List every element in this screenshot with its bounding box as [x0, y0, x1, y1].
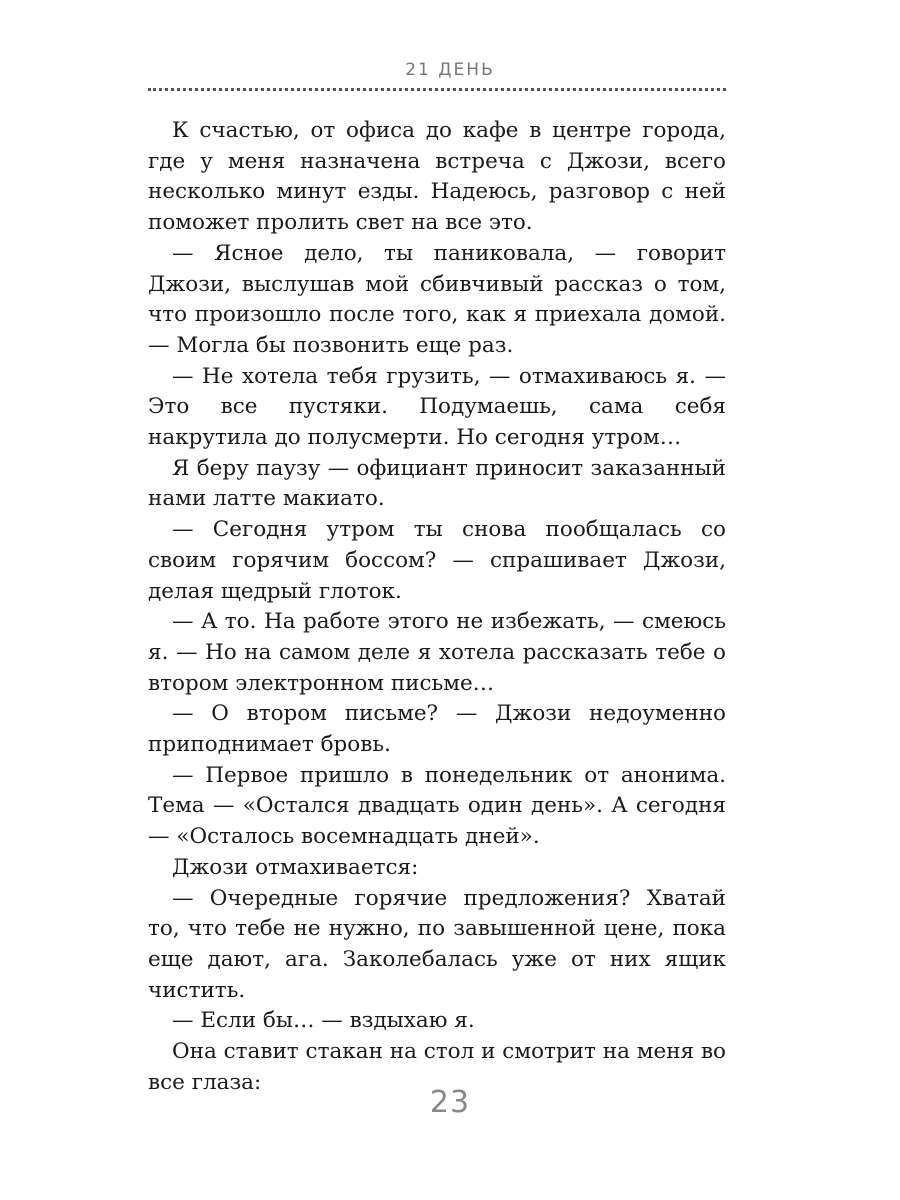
paragraph: — Сегодня утром ты снова пообщалась со своим горячим боссом? — спрашивает Джози, делая щедрый глоток.	[148, 517, 726, 604]
paragraph: — Ясное дело, ты паниковала, — говорит Джози, выслушав мой сбивчивый рассказ о том, что произошло после того, как я приехала домой. — Могла бы позвонить еще раз.	[148, 240, 726, 358]
paragraph: — О втором письме? — Джози недоуменно приподнимает бровь.	[148, 701, 726, 758]
paragraph: Она ставит стакан на стол и смотрит на меня во все глаза:	[148, 1039, 726, 1095]
paragraph: Я беру паузу — официант приносит заказанный нами латте макиато.	[148, 455, 726, 512]
running-head-title: 21 ДЕНЬ	[405, 60, 495, 80]
page-number: 23	[429, 1085, 471, 1120]
paragraph: Джози отмахивается:	[172, 854, 419, 880]
header-dotted-divider	[148, 88, 726, 91]
paragraph: — Если бы… — вздыхаю я.	[172, 1008, 475, 1034]
body-text	[148, 116, 726, 1099]
paragraph: — Первое пришло в понедельник от анонима. Тема — «Остался двадцать один день». А сегодня — «Осталось восемнадцать дней».	[148, 762, 726, 850]
paragraph: — Не хотела тебя грузить, — отмахиваюсь я. — Это все пустяки. Подумаешь, сама себя накрутила до полусмерти. Но сегодня утром…	[148, 363, 726, 451]
paragraph: К счастью, от офиса до кафе в центре города, где у меня назначена встреча с Джози, всего несколько минут езды. Надеюсь, разговор с ней поможет пролить свет на все это.	[148, 118, 726, 236]
paragraph: — Очередные горячие предложения? Хватай то, что тебе не нужно, по завышенной цене, пока еще дают, ага. Заколебалась уже от них ящик чистить.	[148, 885, 726, 1003]
paragraph: — А то. На работе этого не избежать, — смеюсь я. — Но на самом деле я хотела рассказать тебе о втором электронном письме…	[148, 609, 726, 696]
